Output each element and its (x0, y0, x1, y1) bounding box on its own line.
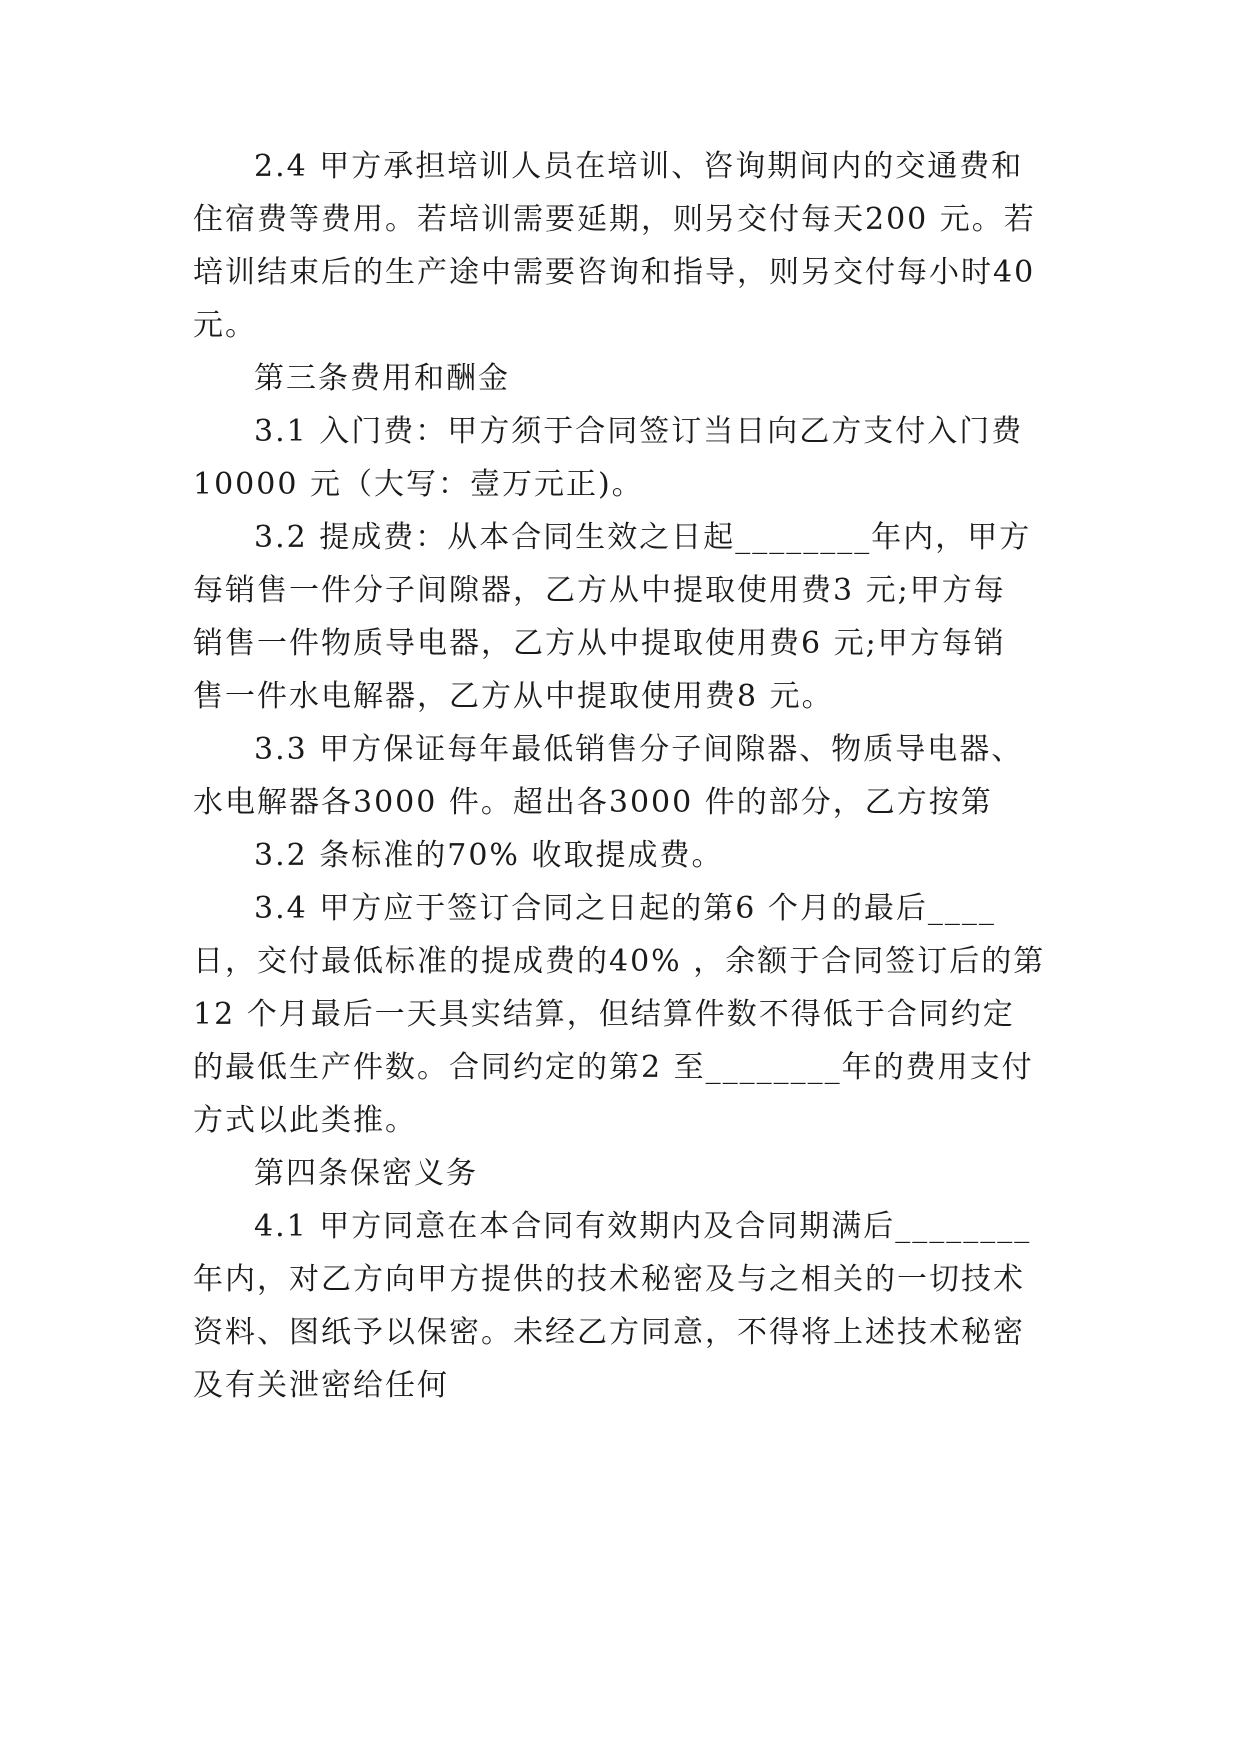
paragraph-line: 元。 (193, 308, 257, 343)
paragraph-line: 10000 元（大写：壹万元正)。 (193, 467, 644, 502)
section-heading: 第四条保密义务 (254, 1156, 478, 1191)
paragraph-line: 3.1 入门费：甲方须于合同签订当日向乙方支付入门费 (254, 414, 1024, 449)
paragraph-line: 销售一件物质导电器，乙方从中提取使用费6 元;甲方每销 (193, 626, 1006, 661)
paragraph-line: 方式以此类推。 (193, 1103, 417, 1138)
section-heading: 第三条费用和酬金 (254, 361, 510, 396)
paragraph-line: 及有关泄密给任何 (193, 1368, 449, 1403)
paragraph-line: 3.4 甲方应于签订合同之日起的第6 个月的最后____ (254, 891, 996, 926)
paragraph-line: 资料、图纸予以保密。未经乙方同意，不得将上述技术秘密 (193, 1315, 1025, 1350)
paragraph-line: 3.3 甲方保证每年最低销售分子间隙器、物质导电器、 (254, 732, 1024, 767)
paragraph-line: 2.4 甲方承担培训人员在培训、咨询期间内的交通费和 (254, 149, 1024, 184)
paragraph-line: 住宿费等费用。若培训需要延期，则另交付每天200 元。若 (193, 202, 1036, 237)
paragraph-line: 年内，对乙方向甲方提供的技术秘密及与之相关的一切技术 (193, 1262, 1025, 1297)
paragraph-line: 售一件水电解器，乙方从中提取使用费8 元。 (193, 679, 834, 714)
paragraph-line: 日，交付最低标准的提成费的40% ，余额于合同签订后的第 (193, 944, 1046, 979)
paragraph-line: 每销售一件分子间隙器，乙方从中提取使用费3 元;甲方每 (193, 573, 1006, 608)
paragraph-line: 的最低生产件数。合同约定的第2 至________年的费用支付 (193, 1050, 1034, 1085)
paragraph-line: 培训结束后的生产途中需要咨询和指导，则另交付每小时40 (193, 255, 1036, 290)
paragraph-line: 水电解器各3000 件。超出各3000 件的部分，乙方按第 (193, 785, 993, 820)
paragraph-line: 12 个月最后一天具实结算，但结算件数不得低于合同约定 (193, 997, 1015, 1032)
paragraph-line: 4.1 甲方同意在本合同有效期内及合同期满后________ (254, 1209, 1032, 1244)
paragraph-line: 3.2 条标准的70% 收取提成费。 (254, 838, 724, 873)
paragraph-line: 3.2 提成费：从本合同生效之日起________年内，甲方 (254, 520, 1032, 555)
